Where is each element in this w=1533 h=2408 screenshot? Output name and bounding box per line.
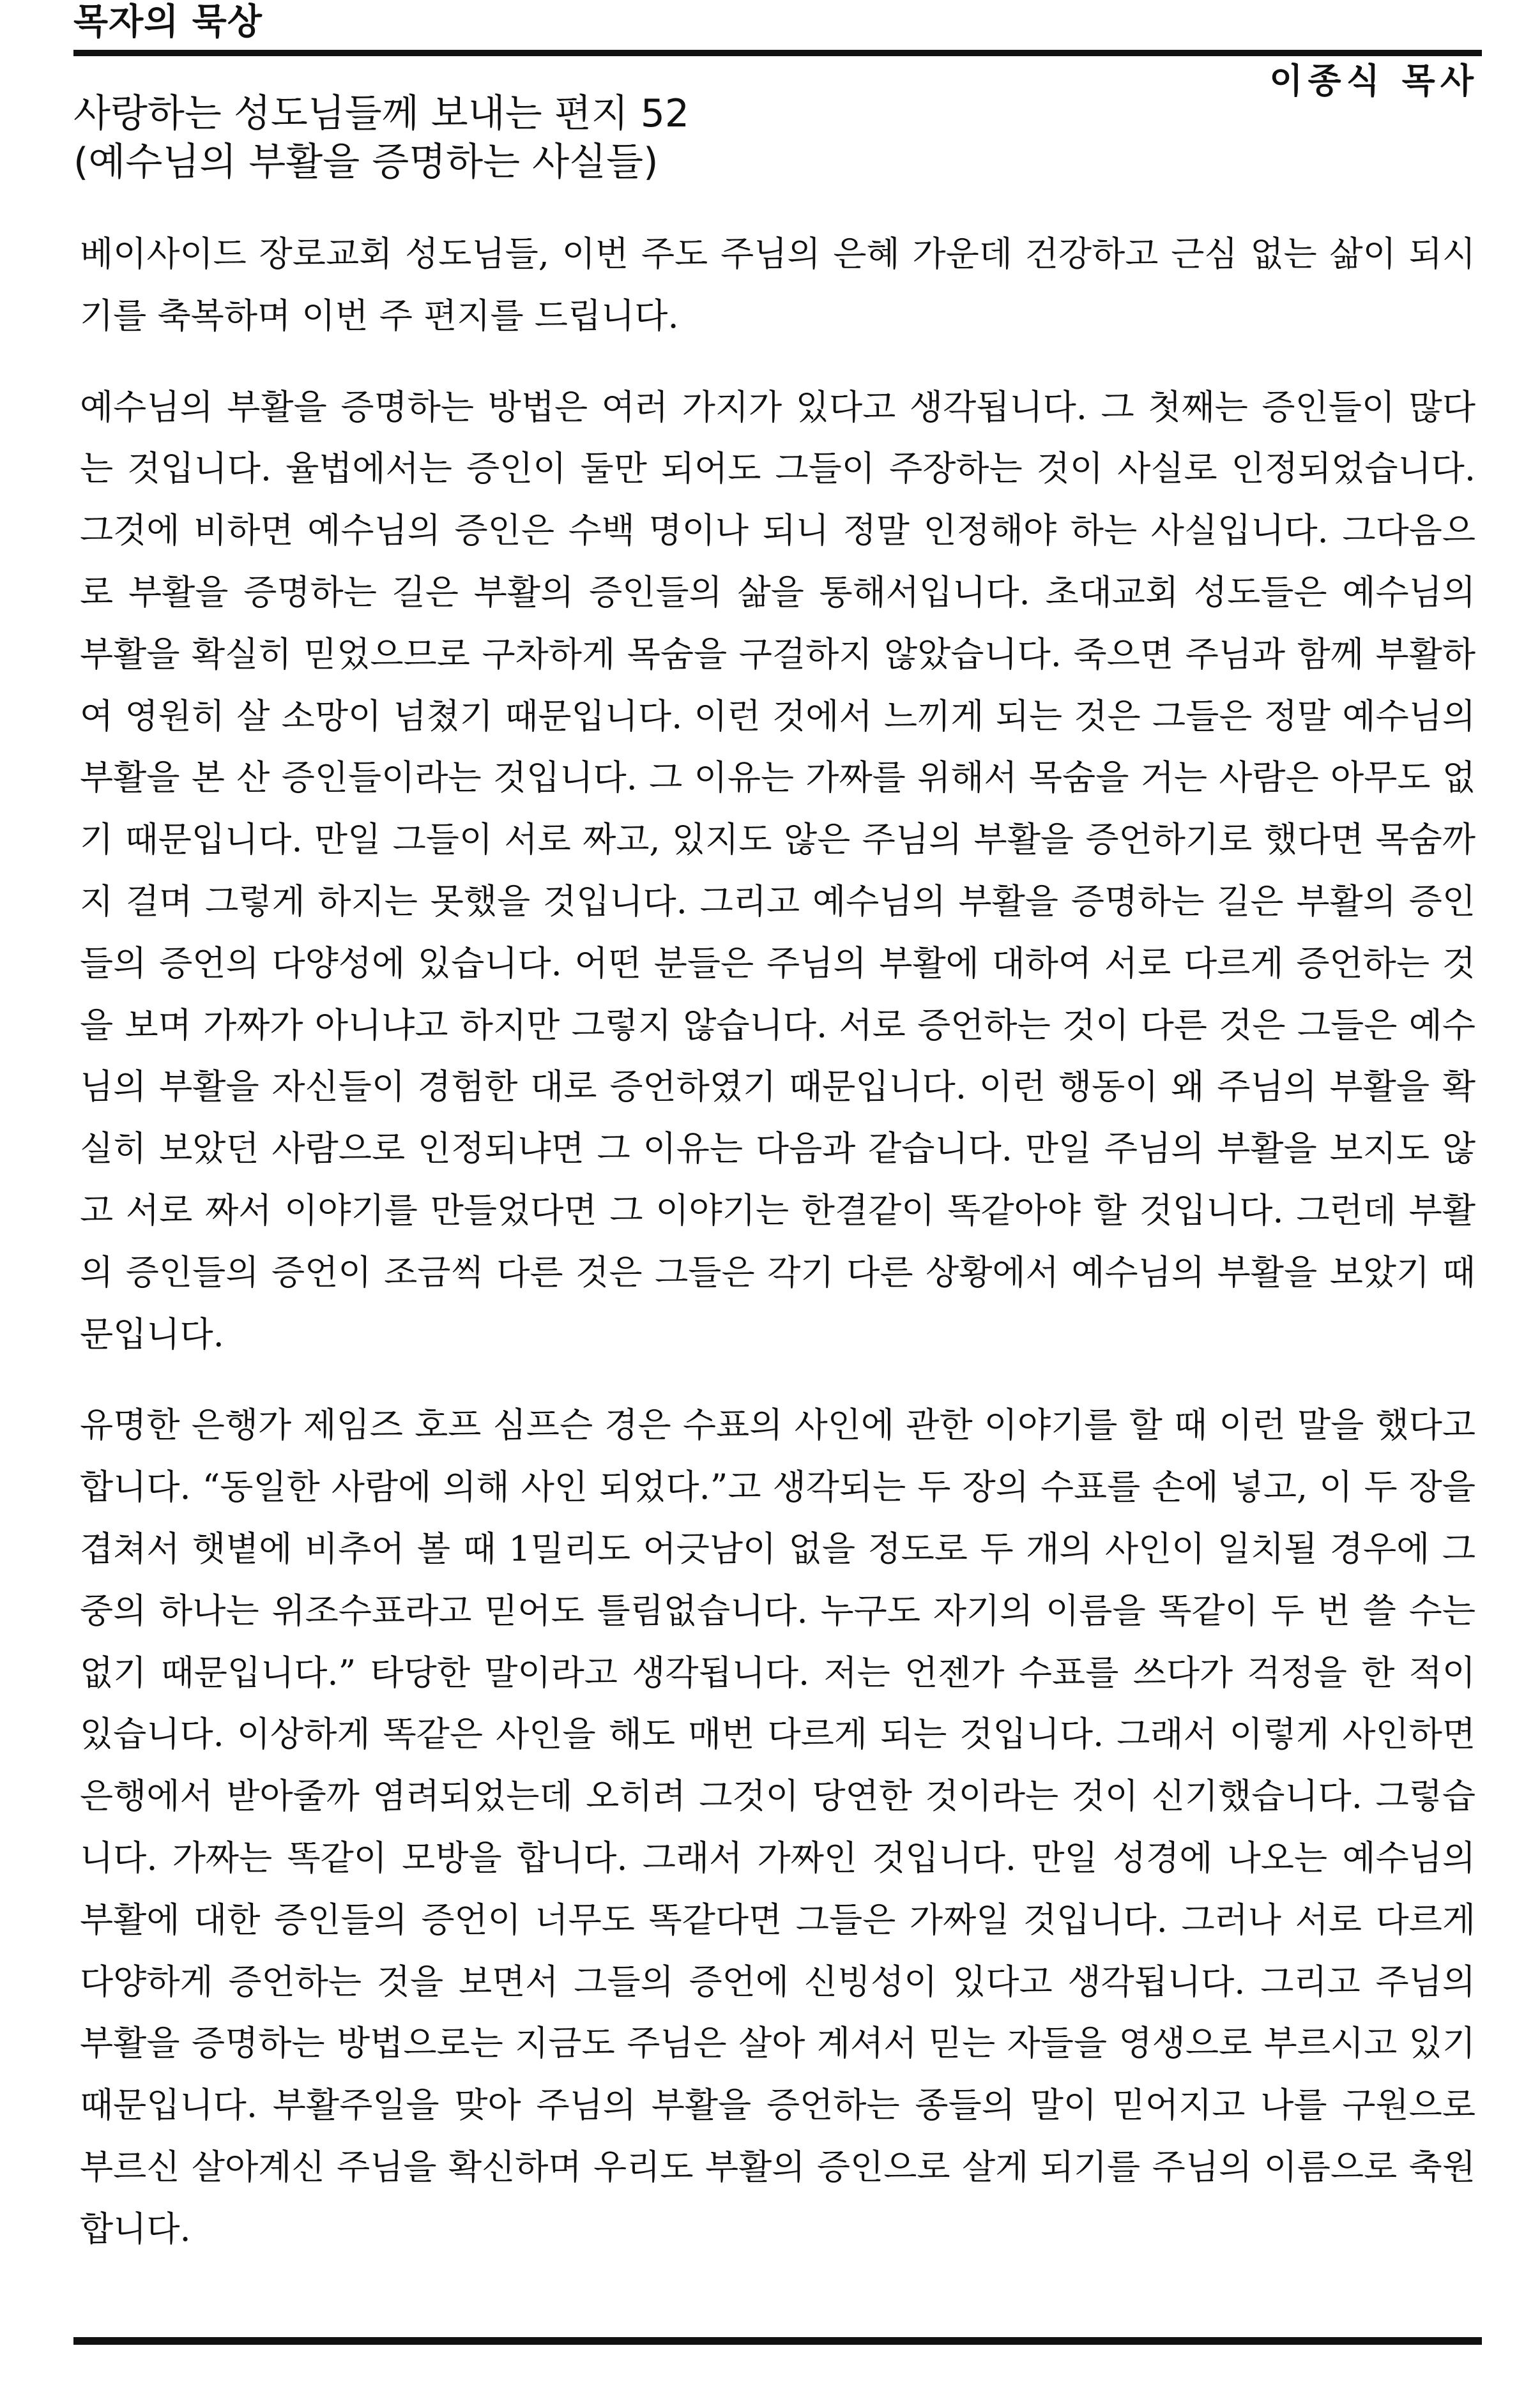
author-name: 이종식 목사 (1269, 61, 1479, 101)
paragraph-greeting: 베이사이드 장로교회 성도님들, 이번 주도 주님의 은혜 가운데 건강하고 근심 없는 삶이 되시기를 축복하며 이번 주 편지를 드립니다. (80, 234, 1476, 336)
letter-title (73, 89, 1415, 186)
title-line-main: 사랑하는 성도님들께 보내는 편지 52 (73, 91, 690, 136)
section-label: 목자의 묵상 (73, 1, 263, 43)
paragraph-signature-story: 유명한 은행가 제임즈 호프 심프슨 경은 수표의 사인에 관한 이야기를 할 때 이런 말을 했다고 합니다. “동일한 사람에 의해 사인 되었다.”고 생각되는 두 장의 수표를 손에 넣고, 이 두 장을 겹쳐서 햇볕에 비추어 볼 때 1밀리도 어긋남이 없을 정도로 두 개의 사인이 일치될 경우에 그중의 하나는 위조수표라고 믿어도 틀림없습니다. 누구도 자기의 이름을 똑같이 두 번 쓸 수는 없기 때문입니다.” 타당한 말이라고 생각됩니다. 저는 언젠가 수표를 쓰다가 걱정을 한 적이 있습니다. 이상하게 똑같은 사인을 해도 매번 다르게 되는 것입니다. 그래서 이렇게 사인하면 은행에서 받아줄까 염려되었는데 오히려 그것이 당연한 것이라는 것이 신기했습니다. 그렇습니다. 가짜는 똑같이 모방을 합니다. 그래서 가짜인 것입니다. 만일 성경에 나오는 예수님의 부활에 대한 증인들의 증언이 너무도 똑같다면 그들은 가짜일 것입니다. 그러나 서로 다르게 다양하게 증언하는 것을 보면서 그들의 증언에 신빙성이 있다고 생각됩니다. 그리고 주님의 부활을 증명하는 방법으로는 지금도 주님은 살아 계셔서 믿는 자들을 영생으로 부르시고 있기 때문입니다. 부활주일을 맞아 주님의 부활을 증언하는 종들의 말이 믿어지고 나를 구원으로 부르신 살아계신 주님을 확신하며 우리도 부활의 증인으로 살게 되기를 주님의 이름으로 축원합니다. (80, 1405, 1476, 2249)
bottom-divider (73, 2337, 1482, 2345)
letter-body (80, 223, 1476, 2290)
title-line-subtitle: (예수님의 부활을 증명하는 사실들) (73, 140, 659, 185)
paragraph-resurrection-evidence: 예수님의 부활을 증명하는 방법은 여러 가지가 있다고 생각됩니다. 그 첫째는 증인들이 많다는 것입니다. 율법에서는 증인이 둘만 되어도 그들이 주장하는 것이 사실로 인정되었습니다. 그것에 비하면 예수님의 증인은 수백 명이나 되니 정말 인정해야 하는 사실입니다. 그다음으로 부활을 증명하는 길은 부활의 증인들의 삶을 통해서입니다. 초대교회 성도들은 예수님의 부활을 확실히 믿었으므로 구차하게 목숨을 구걸하지 않았습니다. 죽으면 주님과 함께 부활하여 영원히 살 소망이 넘쳤기 때문입니다. 이런 것에서 느끼게 되는 것은 그들은 정말 예수님의 부활을 본 산 증인들이라는 것입니다. 그 이유는 가짜를 위해서 목숨을 거는 사람은 아무도 없기 때문입니다. 만일 그들이 서로 짜고, 있지도 않은 주님의 부활을 증언하기로 했다면 목숨까지 걸며 그렇게 하지는 못했을 것입니다. 그리고 예수님의 부활을 증명하는 길은 부활의 증인들의 증언의 다양성에 있습니다. 어떤 분들은 주님의 부활에 대하여 서로 다르게 증언하는 것을 보며 가짜가 아니냐고 하지만 그렇지 않습니다. 서로 증언하는 것이 다른 것은 그들은 예수님의 부활을 자신들이 경험한 대로 증언하였기 때문입니다. 이런 행동이 왜 주님의 부활을 확실히 보았던 사람으로 인정되냐면 그 이유는 다음과 같습니다. 만일 주님의 부활을 보지도 않고 서로 짜서 이야기를 만들었다면 그 이야기는 한결같이 똑같아야 할 것입니다. 그런데 부활의 증인들의 증언이 조금씩 다른 것은 그들은 각기 다른 상황에서 예수님의 부활을 보았기 때문입니다. (80, 386, 1476, 1354)
top-divider (73, 50, 1482, 56)
